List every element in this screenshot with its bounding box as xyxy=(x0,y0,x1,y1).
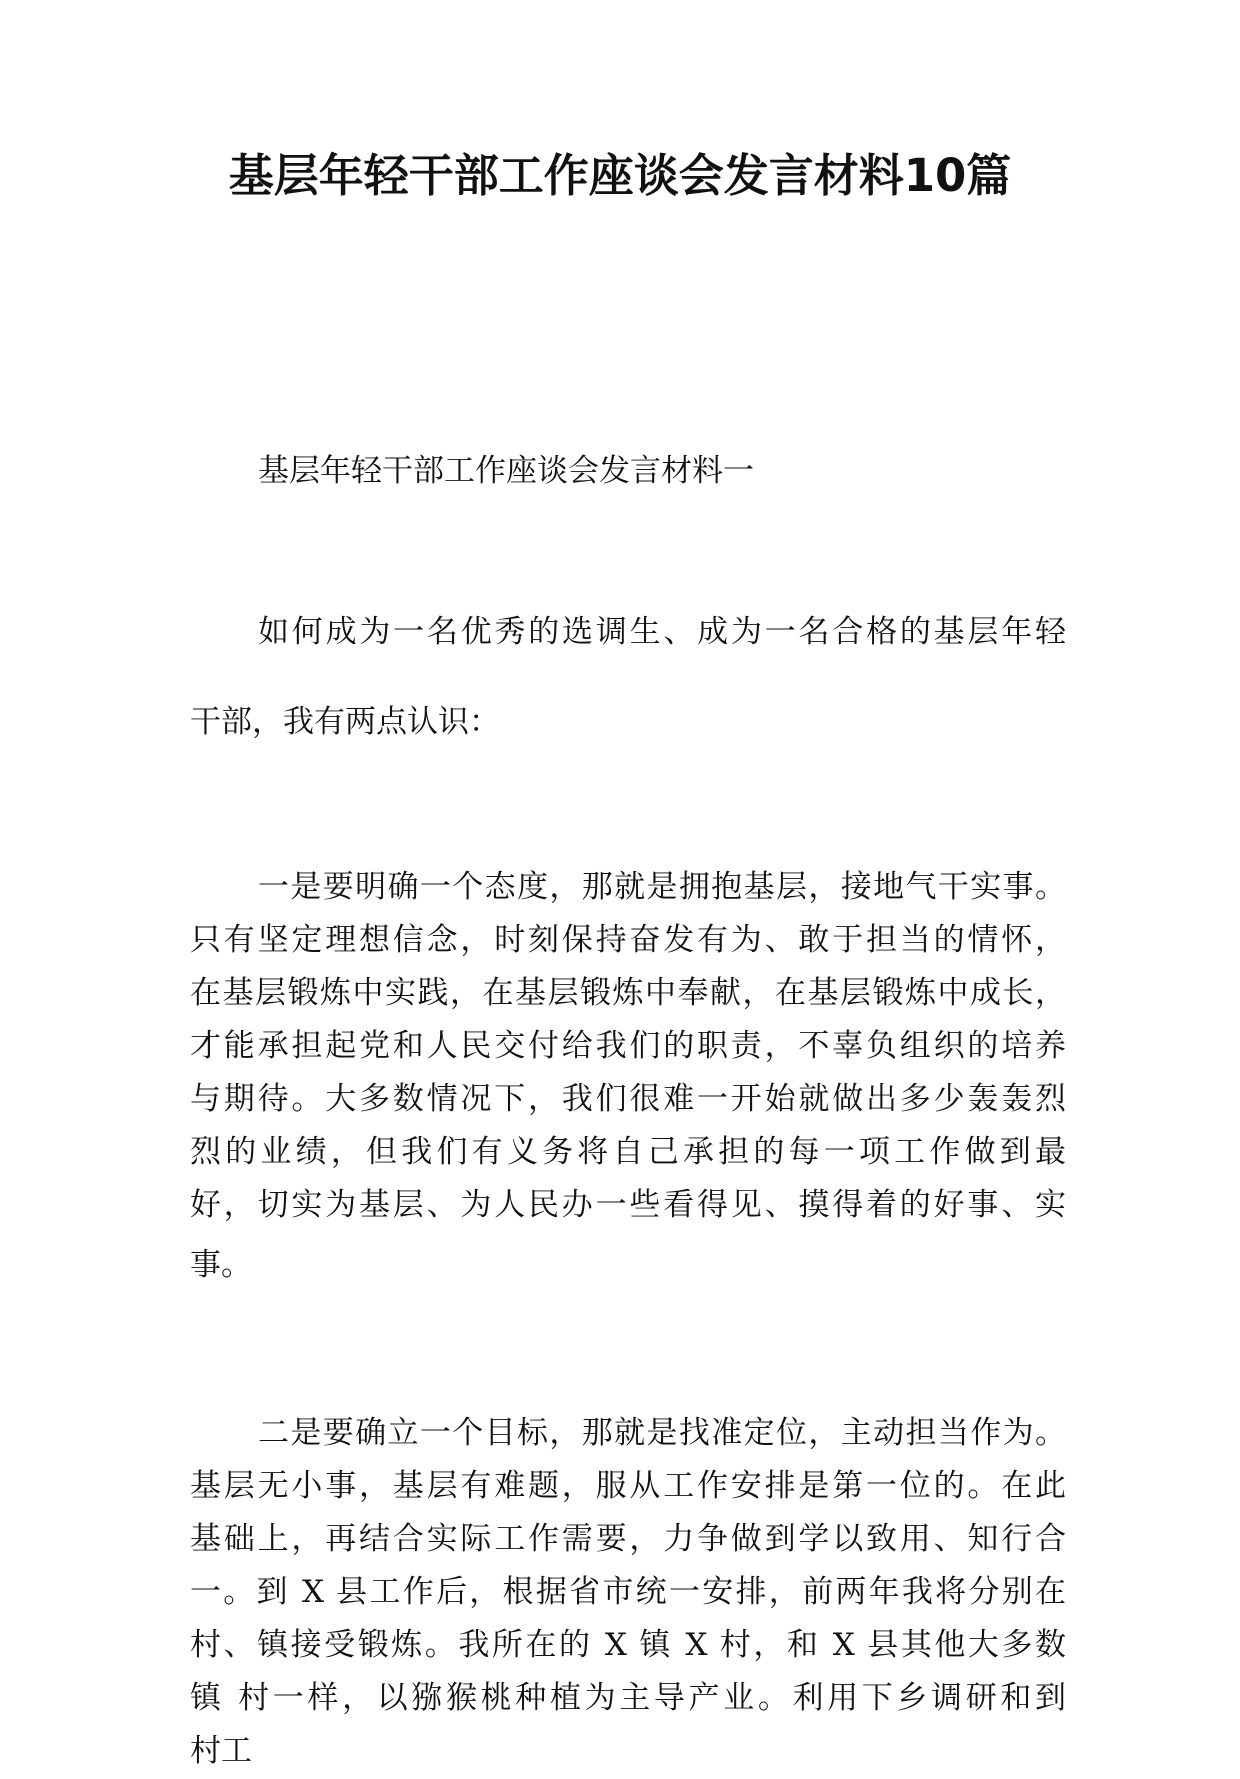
paragraph-line: 镇 村一样，以猕猴桃种植为主导产业。利用下乡调研和到 xyxy=(190,1680,1066,1716)
paragraph-line: 只有坚定理想信念，时刻保持奋发有为、敢于担当的情怀， xyxy=(190,922,1066,958)
document-title: 基层年轻干部工作座谈会发言材料10篇 xyxy=(228,149,1012,202)
paragraph-3 xyxy=(190,1408,1066,1779)
paragraph-line: 干部，我有两点认识： xyxy=(190,704,500,740)
paragraph-line: 烈的业绩，但我们有义务将自己承担的每一项工作做到最 xyxy=(190,1134,1066,1170)
section-heading: 基层年轻干部工作座谈会发言材料一 xyxy=(258,453,754,489)
paragraph-line: 好，切实为基层、为人民办一些看得见、摸得着的好事、实 xyxy=(190,1187,1066,1223)
paragraph-line: 村、镇接受锻炼。我所在的 X 镇 X 村，和 X 县其他大多数 xyxy=(190,1627,1066,1663)
paragraph-line: 与期待。大多数情况下，我们很难一开始就做出多少轰轰烈 xyxy=(190,1081,1066,1117)
paragraph-line: 二是要确立一个目标，那就是找准定位，主动担当作为。 xyxy=(258,1415,1066,1451)
paragraph-line: 村工 xyxy=(190,1733,252,1769)
paragraph-line: 基础上，再结合实际工作需要，力争做到学以致用、知行合 xyxy=(190,1521,1066,1557)
paragraph-line: 事。 xyxy=(190,1247,252,1283)
paragraph-1 xyxy=(190,607,1066,757)
paragraph-2 xyxy=(190,862,1066,1293)
paragraph-line: 才能承担起党和人民交付给我们的职责，不辜负组织的培养 xyxy=(190,1028,1066,1064)
paragraph-line: 一是要明确一个态度，那就是拥抱基层，接地气干实事。 xyxy=(258,869,1066,905)
paragraph-line: 在基层锻炼中实践，在基层锻炼中奉献，在基层锻炼中成长， xyxy=(190,975,1066,1011)
paragraph-line: 一。到 X 县工作后，根据省市统一安排，前两年我将分别在 xyxy=(190,1574,1066,1610)
paragraph-line: 如何成为一名优秀的选调生、成为一名合格的基层年轻 xyxy=(258,614,1066,650)
paragraph-line: 基层无小事，基层有难题，服从工作安排是第一位的。在此 xyxy=(190,1468,1066,1504)
